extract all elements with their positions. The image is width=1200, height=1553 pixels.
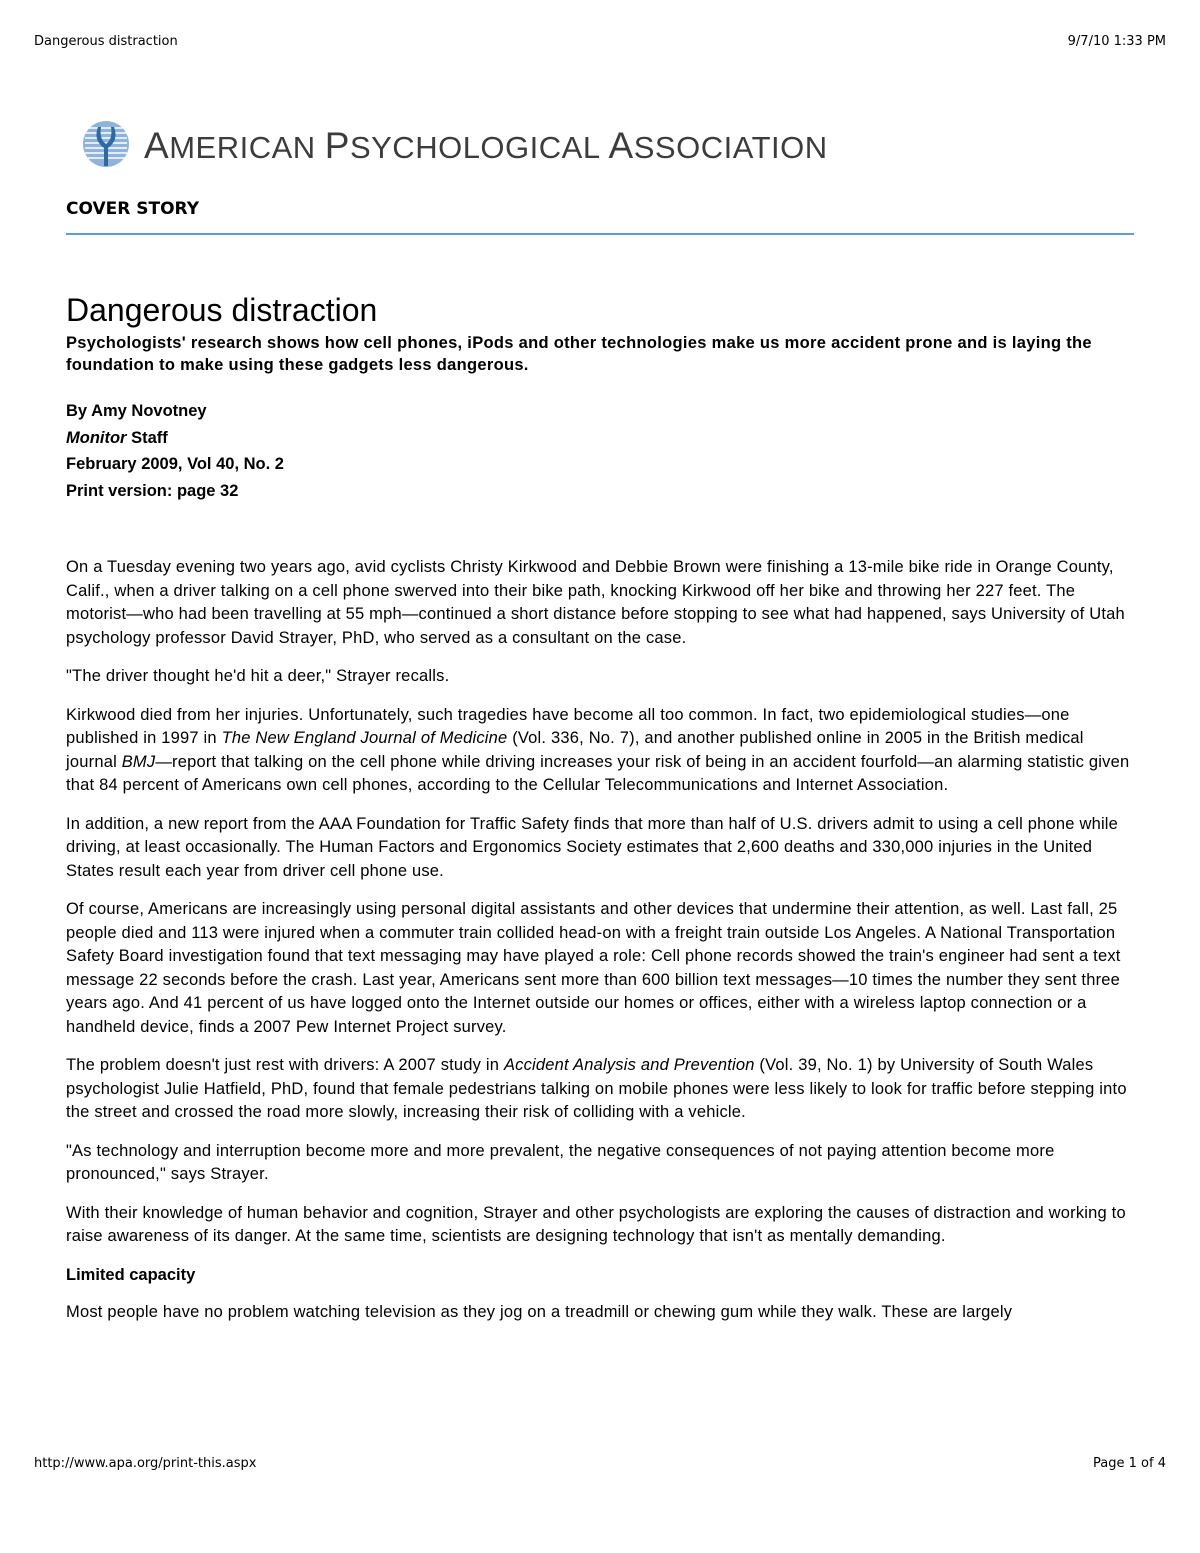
byline-staff: Monitor Staff (66, 428, 168, 447)
article-deck: Psychologists' research shows how cell phones, iPods and other technologies make us more accident prone and is laying the foundation to make using these gadgets less dangerous. (66, 334, 1092, 374)
paragraph: On a Tuesday evening two years ago, avid cyclists Christy Kirkwood and Debbie Brown were finishing a 13-mile bike ride in Orange County, Calif., when a driver talking on a cell phone swerved into their bike path, knocking Kirkwood off her bike and throwing her 227 feet. The motorist—who had been travelling at 55 mph—continued a short distance before stopping to see what had happened, says University of Utah psychology professor David Strayer, PhD, who served as a consultant on the case. (66, 558, 1125, 647)
paragraph: Most people have no problem watching television as they jog on a treadmill or chewing gum while they walk. These are largely (66, 1303, 1013, 1321)
print-header-datetime: 9/7/10 1:33 PM (1067, 34, 1166, 49)
print-footer (34, 1456, 1166, 1474)
section-label: COVER STORY (66, 199, 200, 219)
article (66, 290, 1134, 1340)
byline (66, 398, 1134, 504)
byline-issue: February 2009, Vol 40, No. 2 (66, 455, 284, 473)
byline-print-version: Print version: page 32 (66, 481, 239, 500)
apa-logo-icon (80, 118, 132, 175)
subheading: Limited capacity (66, 1265, 196, 1284)
paragraph: With their knowledge of human behavior and cognition, Strayer and other psychologists are exploring the causes of distraction and working to raise awareness of its danger. At the same time, scientists are designing technology that isn't as mentally demanding. (66, 1203, 1126, 1245)
print-footer-page: Page 1 of 4 (1093, 1456, 1166, 1471)
apa-logo-text: AMERICAN PSYCHOLOGICAL ASSOCIATION (144, 125, 828, 166)
apa-logo (80, 118, 828, 174)
print-header-title: Dangerous distraction (34, 34, 178, 49)
paragraph: Of course, Americans are increasingly using personal digital assistants and other devices that undermine their attention, as well. Last fall, 25 people died and 113 were injured when a commuter train collided head-on with a freight train outside Los Angeles. A National Transportation Safety Board investigation found that text messaging may have played a role: Cell phone records showed the train's engineer had sent a text message 22 seconds before the crash. Last year, Americans sent more than 600 billion text messages—10 times the number they sent three years ago. And 41 percent of us have logged onto the Internet outside our homes or offices, either with a wireless laptop connection or a handheld device, finds a 2007 Pew Internet Project survey. (66, 900, 1121, 1036)
print-footer-url[interactable]: http://www.apa.org/print-this.aspx (34, 1456, 257, 1471)
byline-author: By Amy Novotney (66, 402, 207, 420)
paragraph: The problem doesn't just rest with drivers: A 2007 study in Accident Analysis and Prevention (Vol. 39, No. 1) by University of South Wales psychologist Julie Hatfield, PhD, found that female pedestrians talking on mobile phones were less likely to look for traffic before stepping into the street and crossed the road more slowly, increasing their risk of colliding with a vehicle. (66, 1056, 1127, 1121)
paragraph: "The driver thought he'd hit a deer," Strayer recalls. (66, 667, 450, 685)
paragraph: Kirkwood died from her injuries. Unfortunately, such tragedies have become all too common. In fact, two epidemiological studies—one published in 1997 in The New England Journal of Medicine (Vol. 336, No. 7), and another published online in 2005 in the British medical journal BMJ—report that talking on the cell phone while driving increases your risk of being in an accident fourfold—an alarming statistic given that 84 percent of Americans own cell phones, according to the Cellular Telecommunications and Internet Association. (66, 705, 1130, 794)
paragraph: In addition, a new report from the AAA Foundation for Traffic Safety finds that more than half of U.S. drivers admit to using a cell phone while driving, at least occasionally. The Human Factors and Ergonomics Society estimates that 2,600 deaths and 330,000 injuries in the United States result each year from driver cell phone use. (66, 814, 1119, 880)
article-body (66, 556, 1134, 1325)
print-header (34, 34, 1166, 52)
article-title: Dangerous distraction (66, 292, 378, 328)
paragraph: "As technology and interruption become more and more prevalent, the negative consequences of not paying attention become more pronounced," says Strayer. (66, 1141, 1055, 1183)
header-divider (66, 233, 1134, 235)
